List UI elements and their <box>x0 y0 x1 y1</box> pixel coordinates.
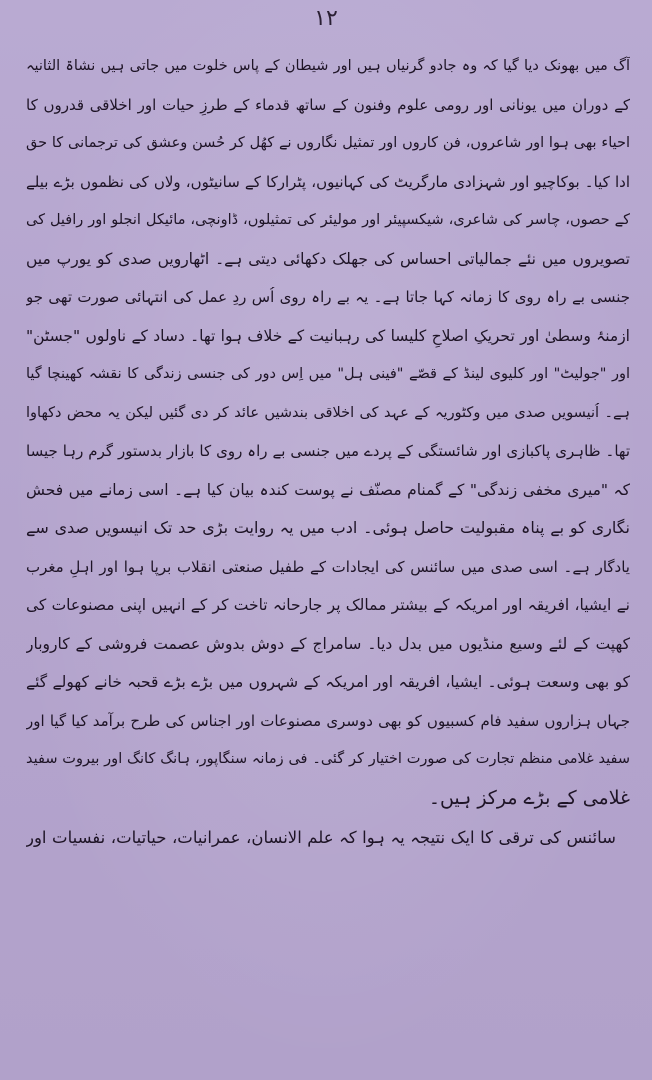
page-number: ۱۲ <box>314 6 338 31</box>
text-line: کہ "میری مخفی زندگی" کے گمنام مصنّف نے پوست کندہ بیان کیا ہے۔ اسی زمانے میں فحش <box>26 480 630 499</box>
text-line: ادا کیا۔ بوکاچیو اور شہزادی مارگریٹ کی کہانیوں، پٹرارکا کے سانیٹوں، ولاں کی نظموں بڑے بیلے <box>26 172 630 191</box>
text-line: کھپت کے لئے وسیع منڈیوں میں بدل دیا۔ سامراج کے دوش بدوش عصمت فروشی کے کاروبار <box>26 634 630 653</box>
text-line: نے ایشیا، افریقہ اور امریکہ کے بیشتر ممالک پر جارحانہ تاخت کر کے انہیں اپنی مصنوعات کی <box>26 596 630 614</box>
text-line: اور "جولیٹ" اور کلیوی لینڈ کے قصّے "فینی ہل" میں اِس دور کی جنسی زندگی کا نقشہ کھینچا گیا <box>26 366 630 382</box>
text-line: تصویروں میں نئے جمالیاتی احساس کی جھلک دکھائی دیتی ہے۔ اٹھارویں صدی کو یورپ میں <box>26 249 630 268</box>
text-line: سفید غلامی منظم تجارت کی صورت اختیار کر گئی۔ فی زمانہ سنگاپور، ہانگ کانگ اور بیروت سفید <box>26 751 630 767</box>
body-text <box>26 56 630 867</box>
text-line: کے حصوں، چاسر کی شاعری، شیکسپیئر اور مولیئر کی تمثیلوں، ڈاونچی، مائیکل انجلو اور رافیل کی <box>26 212 630 228</box>
text-line: تھا۔ ظاہری پاکبازی اور شائستگی کے پردے میں جنسی بے راہ روی کا بازار بدستور گرم رہا جیسا <box>26 442 630 460</box>
text-line: کے دوران میں یونانی اور رومی علوم وفنون کے ساتھ قدماء کے طرزِ حیات اور اخلاقی قدروں کا <box>26 95 630 114</box>
text-line: یادگار ہے۔ اسی صدی میں سائنس کی ایجادات کے طفیل صنعتی انقلاب برپا ہوا اور اہلِ مغرب <box>26 557 630 576</box>
text-line: ازمنۂ وسطیٰ اور تحریکِ اصلاحِ کلیسا کی رہبانیت کے خلاف ہوا تھا۔ دساد کے ناولوں "جسٹن" <box>26 326 630 345</box>
text-line: احیاء بھی ہوا اور شاعروں، فن کاروں اور تمثیل نگاروں نے کھُل کر حُسن وعشق کی ترجمانی کا حق <box>26 135 630 151</box>
text-line: کو بھی وسعت ہوئی۔ ایشیا، افریقہ اور امریکہ کے شہروں میں بڑے بڑے قحبہ خانے کھولے گئے <box>26 673 630 691</box>
text-line: جہاں ہزاروں سفید فام کسبیوں کو بھی دوسری مصنوعات اور اجناس کی طرح برآمد کیا گیا اور <box>26 711 630 730</box>
text-line: آگ میں بھونک دیا گیا کہ وہ جادو گرنیاں ہیں اور شیطان کے پاس خلوت میں جاتی ہیں نشاۃ الثانیہ <box>26 58 630 74</box>
text-line: نگاری کو بے پناہ مقبولیت حاصل ہوئی۔ ادب میں یہ روایت بڑی حد تک انیسویں صدی سے <box>26 518 630 537</box>
paragraph-end-line: غلامی کے بڑے مرکز ہیں۔ <box>428 787 630 809</box>
text-line: جنسی بے راہ روی کا زمانہ کہا جاتا ہے۔ یہ بے راہ روی اُس ردِ عمل کی انتہائی صورت تھی جو <box>26 288 630 306</box>
text-line: ہے۔ اُنیسویں صدی میں وکٹوریہ کے عہد کی اخلاقی بندشیں عائد کر دی گئیں لیکن یہ محض دکھاوا <box>26 404 630 421</box>
paragraph-start-line: سائنس کی ترقی کا ایک نتیجہ یہ ہوا کہ علم الانسان، عمرانیات، حیاتیات، نفسیات اور <box>26 828 616 847</box>
